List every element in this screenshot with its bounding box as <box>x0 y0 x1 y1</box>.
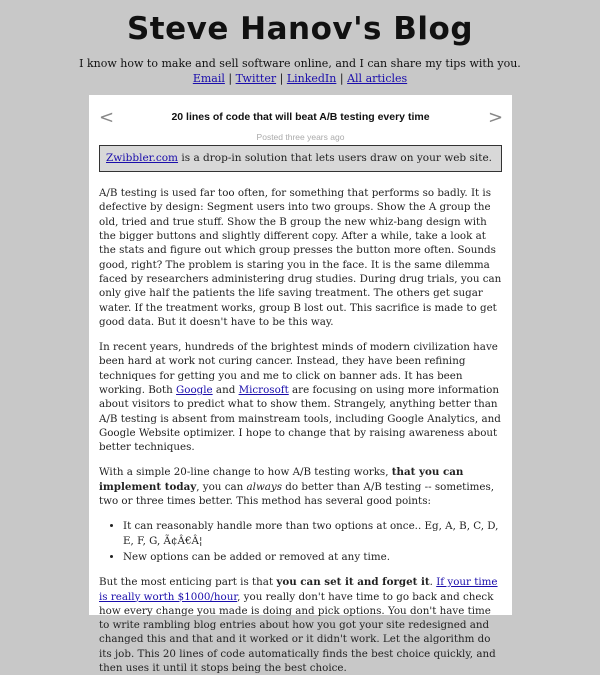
link-separator: | <box>279 71 284 85</box>
all-articles-link[interactable]: All articles <box>347 71 408 85</box>
list-item: • New options can be added or removed at any time. <box>123 550 502 564</box>
list-item: • It can reasonably handle more than two options at once.. Eg, A, B, C, D, E, F, G, Ã¢Â€Â¦ <box>123 519 502 548</box>
time-worth-link[interactable]: If your time is really worth $1000/hour <box>99 576 498 603</box>
paragraph-text: do better than A/B testing -- sometimes, two or three times better. This method has several good points: <box>99 480 495 508</box>
post-date: Posted three years ago <box>256 132 345 142</box>
promo-text: is a drop-in solution that lets users draw on your web site. <box>178 152 492 164</box>
site-title[interactable]: Steve Hanov's Blog <box>126 11 474 47</box>
paragraph-text: , you can <box>196 480 247 493</box>
next-post-arrow-icon[interactable]: > <box>488 106 504 128</box>
email-link[interactable]: Email <box>192 71 225 85</box>
post-title: 20 lines of code that will beat A/B testing every time <box>171 111 430 123</box>
link-separator: | <box>339 71 344 85</box>
header-links <box>0 72 600 85</box>
paragraph-3 <box>99 465 502 508</box>
paragraph-2 <box>99 340 502 454</box>
google-link[interactable]: Google <box>176 383 213 396</box>
bold-text: that you can implement today <box>99 466 464 493</box>
paragraph-1: A/B testing is used far too often, for something that performs so badly. It is defective by design: Segment users into two groups. Show the A group the old, tried and true stuff. Show the B group the new whiz-bang design with the bigger buttons and slightly different copy. After a while, take a look at the stats and figure out which group presses the button more often. Sounds good, right? The problem is staring you in the face. It is the same dilemma faced by researchers administering drug studies. During drug trials, you can only give half the patients the life saving treatment. The others get sugar water. If the treatment works, group B lost out. This sacrifice is made to get good data. But it doesn't have to be this way. <box>99 187 502 328</box>
link-separator: | <box>228 71 233 85</box>
promo-box <box>99 145 502 172</box>
paragraph-text: and <box>212 383 239 396</box>
post-nav <box>99 105 502 129</box>
twitter-link[interactable]: Twitter <box>235 71 277 85</box>
paragraph-4 <box>99 575 502 675</box>
paragraph-text: In recent years, hundreds of the brightest minds of modern civilization have been hard at work not curing cancer. Instead, they have been refining techniques for getting you and me to click on banner ads. It has been working. Both <box>99 341 498 396</box>
linkedin-link[interactable]: LinkedIn <box>286 71 337 85</box>
paragraph-text: are focusing on using more information about visitors to predict what to show them. Strangely, anything better than A/B testing is absent from mainstream tools, including Google Analytics, and Google Website optimizer. I hope to change that by raising awareness about better techniques. <box>99 383 501 454</box>
site-header <box>0 0 600 85</box>
benefits-list <box>99 519 502 564</box>
italic-text: always <box>246 480 283 493</box>
site-tagline: I know how to make and sell software online, and I can share my tips with you. <box>79 56 521 70</box>
article-body <box>99 186 502 675</box>
bold-text: you can set it and forget it <box>276 576 430 589</box>
zwibbler-link[interactable]: Zwibbler.com <box>106 152 179 164</box>
paragraph-text: . <box>429 576 437 589</box>
prev-post-arrow-icon[interactable]: < <box>99 106 115 128</box>
paragraph-text: With a simple 20-line change to how A/B testing works, <box>99 466 392 479</box>
article-card <box>89 95 512 675</box>
microsoft-link[interactable]: Microsoft <box>238 383 289 396</box>
paragraph-text: But the most enticing part is that <box>99 576 277 589</box>
paragraph-text: , you really don't have time to go back and check how every change you made is doing and pick options. You don't have time to write rambling blog entries about how you got your site redesigned and changed this and that and it worked or it didn't work. Let the algorithm do its job. This 20 lines of code automatically finds the best choice quickly, and then uses it until it stops being the best choice. <box>99 590 496 675</box>
